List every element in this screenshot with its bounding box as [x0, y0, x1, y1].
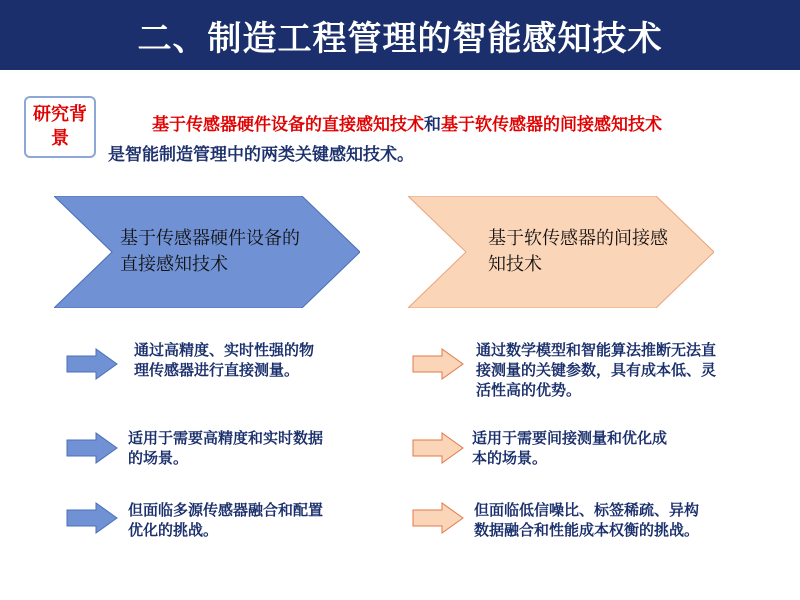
arrow-right-icon [412, 348, 464, 380]
intro-direct-term: 基于传感器硬件设备的直接感知技术 [152, 115, 424, 135]
intro-conjunction: 和 [424, 115, 441, 135]
direct-sensing-heading: 基于传感器硬件设备的直接感知技术 [120, 228, 300, 275]
section-badge [24, 96, 96, 158]
direct-point-text: 通过高精度、实时性强的物理传感器进行直接测量。 [134, 341, 315, 379]
direct-point-2 [66, 426, 366, 472]
direct-point-text: 但面临多源传感器融合和配置优化的挑战。 [128, 501, 324, 539]
intro-line-1 [108, 110, 778, 140]
indirect-point-2 [412, 426, 752, 472]
arrow-right-icon [412, 502, 464, 534]
intro-indirect-term: 基于软传感器的间接感知技术 [441, 115, 662, 135]
arrow-right-icon [412, 432, 464, 464]
indirect-point-1 [412, 341, 752, 399]
page-title: 二、制造工程管理的智能感知技术 [137, 18, 663, 59]
intro-line-2: 是智能制造管理中的两类关键感知技术。 [108, 145, 414, 165]
indirect-sensing-heading: 基于软传感器的间接感知技术 [488, 228, 668, 275]
indirect-point-text: 但面临低信噪比、标签稀疏、异构数据融合和性能成本权衡的挑战。 [474, 501, 700, 539]
arrow-right-icon [66, 432, 118, 464]
indirect-sensing-chevron [408, 196, 714, 308]
arrow-right-icon [66, 502, 118, 534]
title-bar [0, 0, 800, 70]
intro-paragraph [108, 110, 778, 170]
indirect-point-text: 适用于需要间接测量和优化成本的场景。 [472, 429, 668, 467]
arrow-right-icon [66, 348, 118, 380]
indirect-point-3 [412, 496, 752, 542]
direct-point-1 [66, 342, 366, 388]
indirect-point-text: 通过数学模型和智能算法推断无法直接测量的关键参数，具有成本低、灵活性高的优势。 [476, 341, 717, 399]
direct-sensing-chevron [54, 196, 360, 308]
direct-point-text: 适用于需要高精度和实时数据的场景。 [128, 429, 324, 467]
direct-point-3 [66, 496, 366, 542]
badge-label: 研究背景 [33, 104, 87, 149]
